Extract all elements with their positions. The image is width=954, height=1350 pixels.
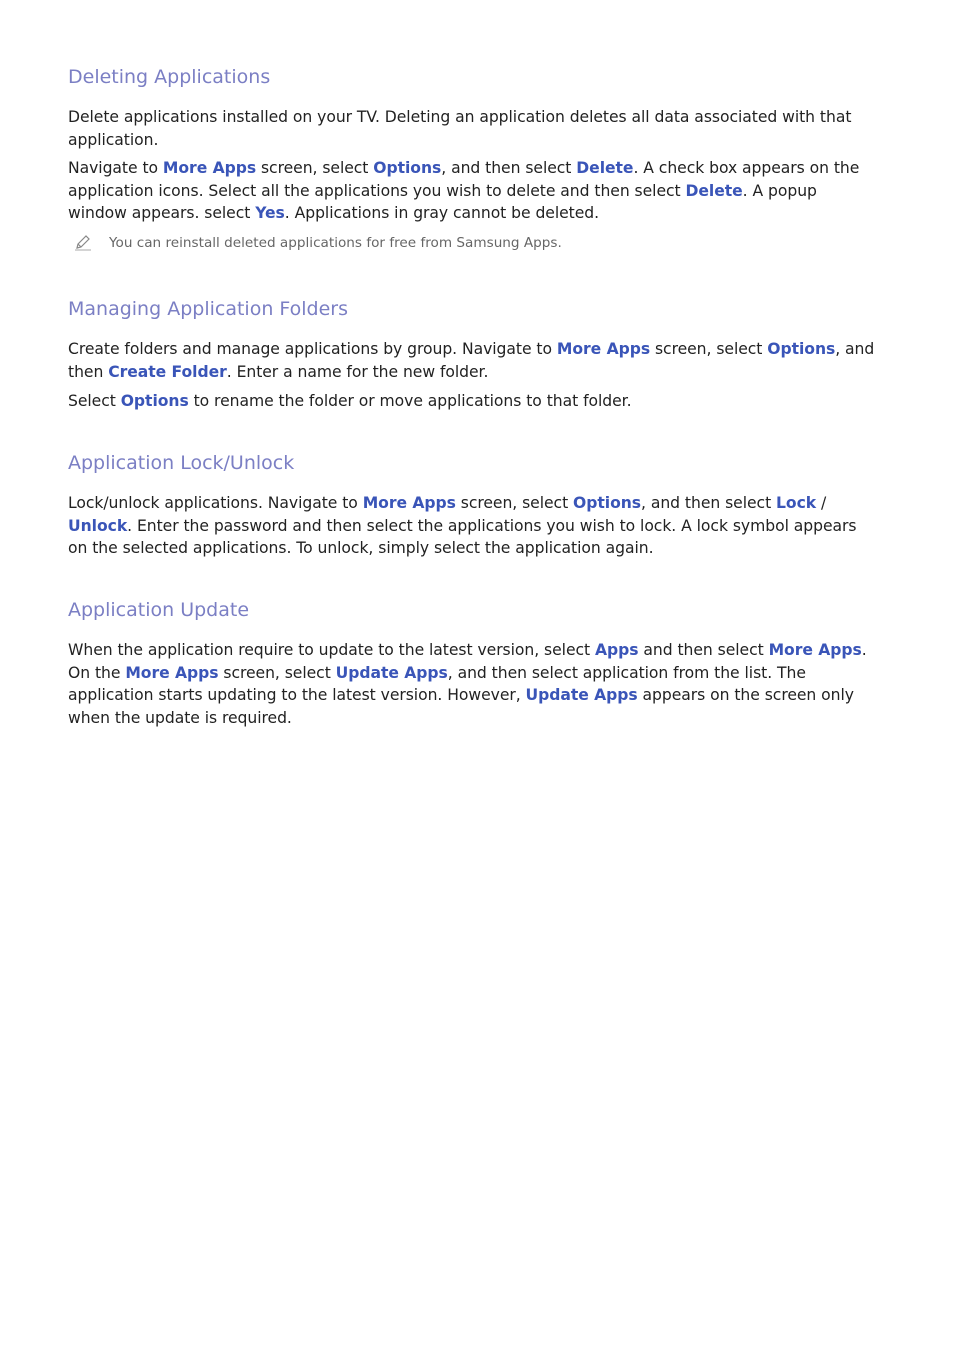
text-run: . Applications in gray cannot be deleted. bbox=[284, 204, 600, 222]
ui-term: Apps bbox=[594, 641, 639, 659]
text-run: , and then bbox=[68, 340, 875, 381]
ui-term: Options bbox=[373, 159, 442, 177]
ui-term: More Apps bbox=[362, 494, 456, 512]
text-run: , and then select bbox=[641, 494, 777, 512]
text-run: screen, select bbox=[256, 159, 374, 177]
section-title-managing-application-folders: Managing Application Folders bbox=[68, 298, 349, 320]
note-text: You can reinstall deleted applications for free from Samsung Apps. bbox=[109, 235, 562, 251]
text-run: . Enter a name for the new folder. bbox=[226, 362, 489, 381]
text-run: Lock/unlock applications. Navigate to bbox=[68, 494, 363, 512]
text-run: Navigate to bbox=[68, 159, 163, 177]
text-run: . A check box appears on the application icons. Select all the applications you wish to delete and then select bbox=[68, 159, 860, 200]
text-run: Delete applications installed on your TV. Deleting an application deletes all data associated with that application. bbox=[68, 108, 852, 149]
text-run: / bbox=[816, 494, 827, 512]
section-title-application-update: Application Update bbox=[68, 599, 250, 621]
paragraph bbox=[68, 390, 880, 413]
text-run: screen, select bbox=[650, 340, 768, 358]
text-run: , and then select application from the list. The application starts updating to the latest version. However, bbox=[68, 663, 806, 704]
text-run: and then select bbox=[638, 641, 769, 659]
ui-term: More Apps bbox=[125, 663, 219, 682]
ui-term: Options bbox=[767, 340, 836, 358]
section-title-application-lock-unlock: Application Lock/Unlock bbox=[68, 452, 295, 474]
text-run: to rename the folder or move applications to that folder. bbox=[188, 392, 632, 410]
text-run: When the application require to update to the latest version, select bbox=[68, 641, 595, 659]
ui-term: Unlock bbox=[68, 516, 128, 535]
text-run: appears on the screen only when the update is required. bbox=[68, 686, 854, 727]
paragraph bbox=[68, 639, 880, 729]
ui-term: More Apps bbox=[162, 159, 257, 177]
ui-term: Options bbox=[120, 392, 189, 410]
pencil-note-icon bbox=[74, 233, 92, 251]
ui-term: Delete bbox=[576, 159, 634, 177]
paragraph bbox=[68, 106, 880, 151]
text-run: , and then select bbox=[441, 159, 577, 177]
paragraph bbox=[68, 492, 880, 560]
ui-term: More Apps bbox=[556, 340, 651, 358]
ui-term: More Apps bbox=[768, 641, 862, 659]
ui-term: Yes bbox=[255, 204, 285, 222]
ui-term: Options bbox=[573, 494, 642, 512]
ui-term: Create Folder bbox=[108, 362, 227, 381]
text-run: . Enter the password and then select the applications you wish to lock. A lock symbol appears on the selected applications. To unlock, simply select the application again. bbox=[68, 516, 857, 557]
paragraph bbox=[68, 338, 880, 383]
text-run: Create folders and manage applications by group. Navigate to bbox=[68, 340, 557, 358]
ui-term: Update Apps bbox=[525, 686, 638, 704]
text-run: screen, select bbox=[455, 494, 574, 512]
ui-term: Delete bbox=[685, 181, 743, 200]
text-run: . A popup window appears. select bbox=[68, 181, 817, 222]
ui-term: Update Apps bbox=[335, 663, 448, 682]
text-run: screen, select bbox=[218, 663, 336, 682]
text-run: Select bbox=[68, 392, 121, 410]
paragraph bbox=[68, 157, 880, 225]
section-title-deleting-applications: Deleting Applications bbox=[68, 66, 271, 88]
ui-term: Lock bbox=[776, 494, 817, 512]
text-run: . On the bbox=[68, 641, 867, 682]
